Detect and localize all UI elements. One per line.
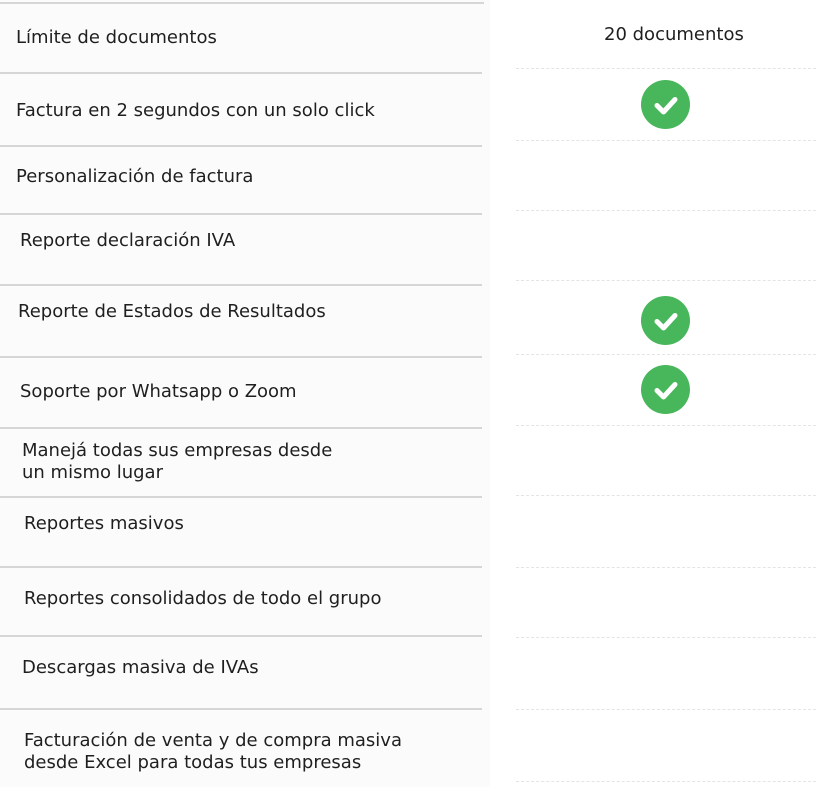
plan-row-divider — [516, 68, 816, 69]
feature-bulk-vat-downloads: Descargas masiva de IVAs — [22, 657, 259, 678]
feature-bulk-excel-invoicing-line: Facturación de venta y de compra masiva — [24, 730, 402, 751]
row-divider — [0, 566, 482, 568]
feature-manage-companies — [22, 440, 332, 484]
plan-row-divider — [516, 140, 816, 141]
feature-document-limit: Límite de documentos — [16, 27, 217, 48]
plan-row-divider — [516, 495, 816, 496]
feature-consolidated-reports: Reportes consolidados de todo el grupo — [24, 588, 382, 609]
row-divider — [0, 356, 482, 358]
feature-vat-report: Reporte declaración IVA — [20, 230, 236, 251]
feature-manage-companies-line: un mismo lugar — [22, 462, 163, 483]
plan-row-divider — [516, 354, 816, 355]
plan-row-divider — [516, 567, 816, 568]
plan-row-divider — [516, 637, 816, 638]
row-divider — [0, 213, 482, 215]
feature-invoice-customization: Personalización de factura — [16, 166, 254, 187]
feature-bulk-reports: Reportes masivos — [24, 513, 184, 534]
row-divider — [0, 427, 482, 429]
feature-invoice-one-click: Factura en 2 segundos con un solo click — [16, 100, 375, 121]
feature-manage-companies-line: Manejá todas sus empresas desde — [22, 440, 333, 461]
plan-row-divider — [516, 210, 816, 211]
feature-whatsapp-zoom-support: Soporte por Whatsapp o Zoom — [20, 381, 297, 402]
row-divider — [0, 635, 482, 637]
feature-bulk-excel-invoicing-line: desde Excel para todas tus empresas — [24, 752, 362, 773]
checkmark-icon — [651, 306, 681, 336]
plan-row-divider — [516, 781, 816, 782]
feature-income-statement-report: Reporte de Estados de Resultados — [18, 301, 326, 322]
row-divider — [0, 284, 482, 286]
check-circle-icon — [641, 296, 690, 345]
plan-row-divider — [516, 280, 816, 281]
check-circle-icon — [641, 80, 690, 129]
row-divider — [0, 2, 484, 4]
plan-row-divider — [516, 709, 816, 710]
row-divider — [0, 496, 482, 498]
row-divider — [0, 72, 482, 74]
plan-document-limit: 20 documentos — [604, 24, 744, 45]
feature-bulk-excel-invoicing — [24, 730, 402, 774]
checkmark-icon — [651, 375, 681, 405]
check-circle-icon — [641, 365, 690, 414]
row-divider — [0, 145, 482, 147]
row-divider — [0, 708, 482, 710]
plan-row-divider — [516, 425, 816, 426]
checkmark-icon — [651, 90, 681, 120]
